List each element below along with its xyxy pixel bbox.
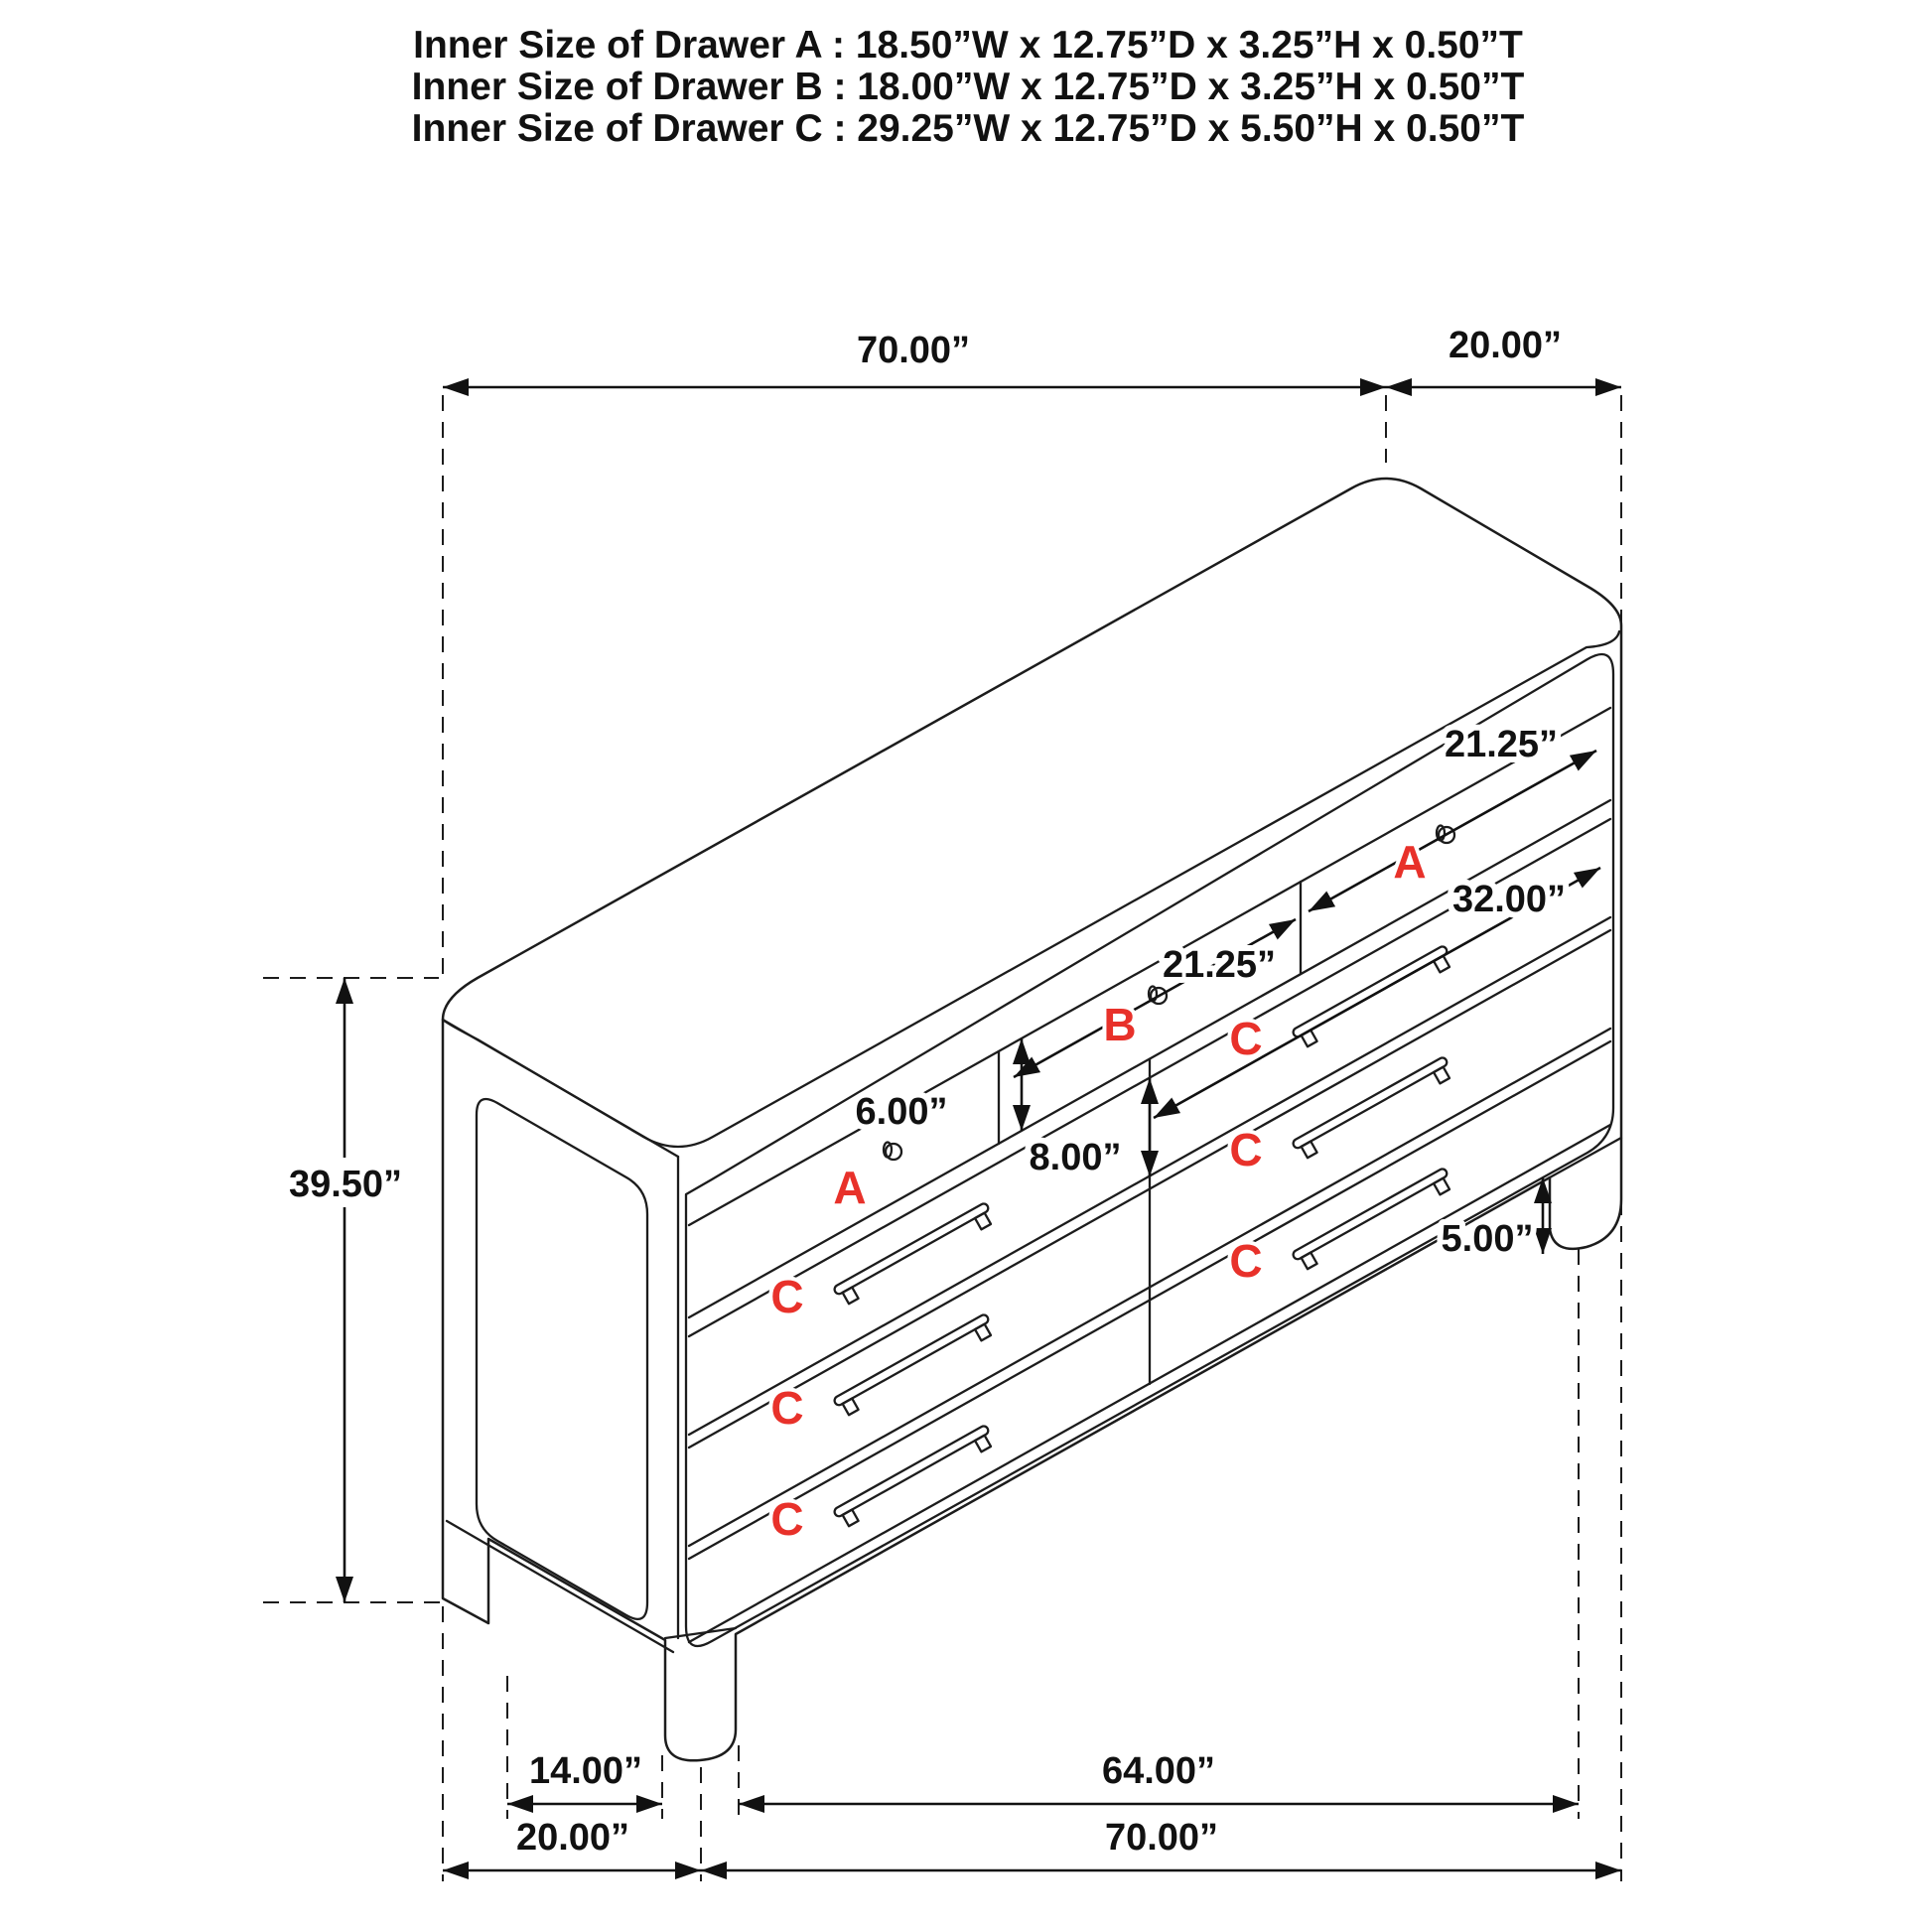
title-line-drawer-b: Inner Size of Drawer B : 18.00”W x 12.75”D x 3.25”H x 0.50”T	[411, 66, 1525, 108]
dresser-silhouette	[443, 479, 1621, 1760]
dim-drawer-a-width-label: 21.25”	[1444, 724, 1559, 765]
dim-bottom-width-label: 70.00”	[1104, 1817, 1219, 1859]
dim-drawer-c-width-label: 32.00”	[1451, 879, 1567, 920]
dim-top-depth-label: 20.00”	[1448, 325, 1563, 366]
dim-drawer-b-width-label: 21.25”	[1162, 944, 1277, 986]
drawer-letter-a-left: A	[833, 1162, 867, 1213]
dim-row-c-height-label: 8.00”	[1029, 1137, 1122, 1178]
drawer-letter-a-right: A	[1393, 836, 1427, 888]
drawer-letter-b: B	[1103, 999, 1137, 1050]
dim-span-label: 64.00”	[1101, 1750, 1216, 1792]
title-block	[412, 24, 1525, 150]
dim-height-label: 39.50”	[288, 1164, 403, 1205]
dim-leg-inset-label: 14.00”	[528, 1750, 643, 1792]
dim-bottom-depth-label: 20.00”	[515, 1817, 630, 1859]
drawer-letter-c-right-1: C	[1229, 1013, 1263, 1064]
title-line-drawer-c: Inner Size of Drawer C : 29.25”W x 12.75”D x 5.50”H x 0.50”T	[411, 107, 1525, 150]
title-line-drawer-a: Inner Size of Drawer A : 18.50”W x 12.75”D x 3.25”H x 0.50”T	[413, 24, 1523, 67]
drawer-letter-c-left-2: C	[770, 1382, 804, 1434]
dim-row-a-height-label: 6.00”	[855, 1091, 948, 1133]
dim-base-height-label: 5.00”	[1441, 1218, 1534, 1260]
dresser-drawing	[443, 479, 1621, 1760]
drawer-letter-c-left-1: C	[770, 1271, 804, 1322]
dim-top-width-label: 70.00”	[856, 330, 971, 371]
drawer-letter-c-left-3: C	[770, 1493, 804, 1545]
drawer-letter-c-right-2: C	[1229, 1124, 1263, 1175]
drawer-letter-c-right-3: C	[1229, 1235, 1263, 1287]
